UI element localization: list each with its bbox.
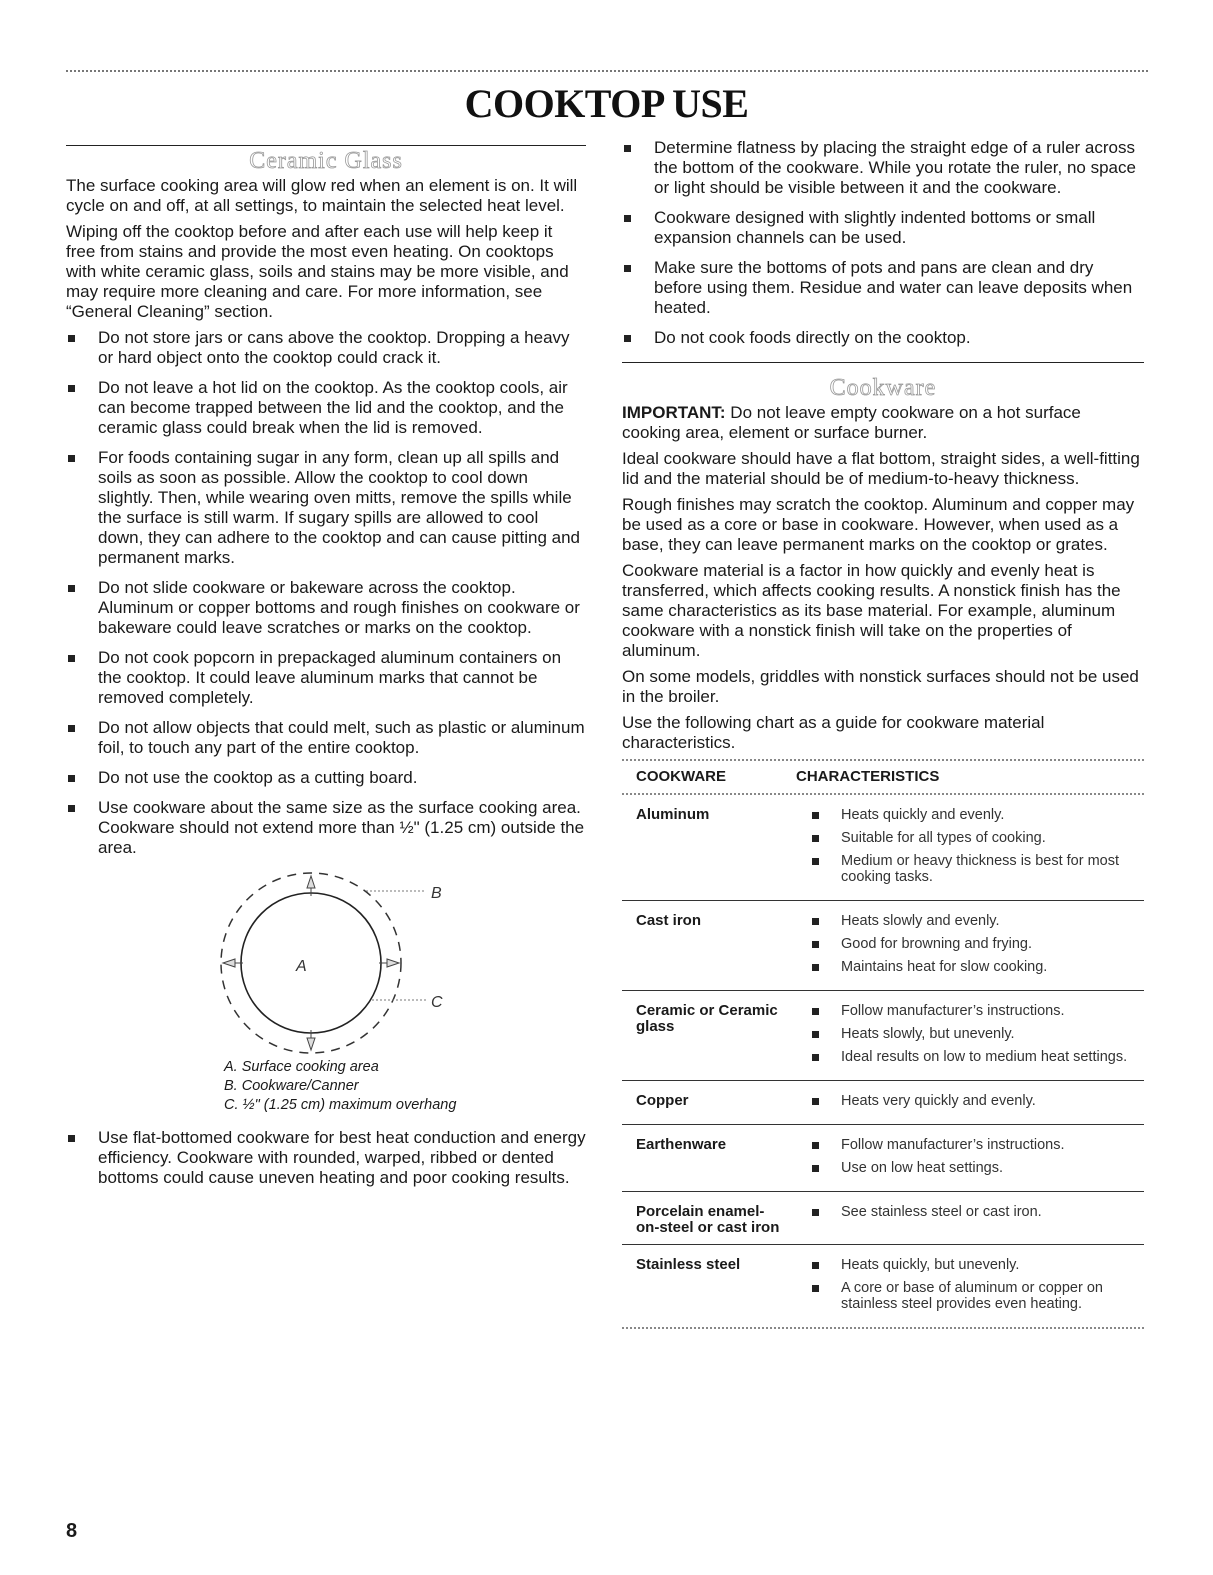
list-item	[66, 648, 586, 708]
bullet-icon	[812, 964, 819, 971]
important-label: IMPORTANT:	[622, 403, 726, 422]
table-row	[622, 1245, 1144, 1327]
cookware-name: Copper	[636, 1092, 689, 1109]
bullet-icon	[812, 918, 819, 925]
table-row	[622, 991, 1144, 1081]
bullet-text: Do not slide cookware or bakeware across the cooktop. Aluminum or copper bottoms and rough finishes on cookware or bakeware could leave scratches or marks on the cooktop.	[98, 578, 580, 637]
bullet-text: Do not store jars or cans above the cooktop. Dropping a heavy or hard object onto the cooktop could crack it.	[98, 328, 570, 367]
table-row	[622, 901, 1144, 991]
cookware-name: Earthenware	[636, 1136, 727, 1153]
cooking-area-circle	[241, 893, 381, 1033]
bullet-text: Determine flatness by placing the straight edge of a ruler across the bottom of the cookware. While you rotate the ruler, no space or light should be visible between it and the cookware.	[654, 138, 1136, 197]
important-text: Do not leave empty cookware on a hot surface cooking area, element or surface burner.	[622, 403, 1081, 442]
cookware-paragraph: Cookware material is a factor in how quickly and evenly heat is transferred, which affects cooking results. A nonstick finish has the same characteristics as its base material. For example, aluminum cookware with a nonstick finish will take on the properties of aluminum.	[622, 561, 1121, 660]
top-dotted-rule	[66, 70, 1148, 72]
ceramic-glass-heading: Ceramic Glass	[249, 148, 403, 174]
cookware-name: Cast iron	[636, 912, 702, 929]
characteristic-item: Medium or heavy thickness is best for most cooking tasks.	[812, 853, 1144, 885]
list-item	[66, 718, 586, 758]
bullet-icon	[624, 265, 631, 272]
bullet-icon	[812, 1031, 819, 1038]
bullet-icon	[812, 812, 819, 819]
caption-a: A. Surface cooking area	[224, 1059, 379, 1075]
bullet-icon	[812, 835, 819, 842]
characteristic-item: See stainless steel or cast iron.	[812, 1204, 1144, 1220]
cookware-name: Aluminum	[636, 806, 710, 823]
cookware-paragraph: On some models, griddles with nonstick surfaces should not be used in the broiler.	[622, 667, 1139, 706]
right-column	[622, 138, 1144, 1329]
column-header-characteristics: CHARACTERISTICS	[796, 768, 940, 785]
list-item	[66, 328, 586, 368]
cookware-name: Stainless steel	[636, 1256, 741, 1273]
bullet-icon	[812, 1285, 819, 1292]
cookware-overhang-diagram	[66, 868, 586, 1113]
characteristic-item: Maintains heat for slow cooking.	[812, 959, 1144, 975]
flatness-bullet-list	[622, 138, 1144, 348]
list-item	[622, 208, 1144, 248]
bullet-icon	[812, 1098, 819, 1105]
column-header-cookware: COOKWARE	[636, 768, 726, 785]
table-row	[622, 1081, 1144, 1125]
list-item	[66, 768, 586, 788]
bullet-icon	[812, 941, 819, 948]
bullet-icon	[812, 1142, 819, 1149]
bullet-icon	[68, 805, 75, 812]
arrow-right-icon	[379, 959, 399, 967]
cookware-table	[622, 759, 1144, 1329]
bullet-icon	[812, 1054, 819, 1061]
characteristic-item: Follow manufacturer’s instructions.	[812, 1137, 1144, 1153]
characteristic-item: Ideal results on low to medium heat settings.	[812, 1049, 1144, 1065]
characteristic-item: Heats slowly and evenly.	[812, 913, 1144, 929]
bullet-text: Do not cook popcorn in prepackaged aluminum containers on the cooktop. It could leave aluminum marks that cannot be removed completely.	[98, 648, 562, 707]
cookware-paragraph: Ideal cookware should have a flat bottom, straight sides, a well-fitting lid and the material should be of medium-to-heavy thickness.	[622, 449, 1140, 488]
list-item	[66, 448, 586, 568]
bullet-icon	[68, 655, 75, 662]
bullet-text: Do not cook foods directly on the cooktop.	[654, 328, 971, 347]
list-item	[66, 578, 586, 638]
page-number: 8	[66, 1520, 78, 1542]
table-row	[622, 1125, 1144, 1192]
list-item	[66, 378, 586, 438]
bullet-icon	[68, 775, 75, 782]
table-header	[622, 761, 1144, 793]
label-a: A	[296, 958, 307, 975]
cookware-heading: Cookware	[829, 375, 937, 401]
bullet-text: Do not allow objects that could melt, such as plastic or aluminum foil, to touch any part of the entire cooktop.	[98, 718, 585, 757]
bullet-text: Do not leave a hot lid on the cooktop. As the cooktop cools, air can become trapped between the lid and the cooktop, and the ceramic glass could break when the lid is removed.	[98, 378, 568, 437]
bullet-icon	[624, 145, 631, 152]
bullet-icon	[812, 1008, 819, 1015]
cookware-outline	[221, 873, 401, 1053]
bullet-icon	[68, 455, 75, 462]
caption-b: B. Cookware/Canner	[224, 1078, 359, 1094]
label-b: B	[431, 885, 442, 902]
cookware-paragraph: Rough finishes may scratch the cooktop. Aluminum and copper may be used as a core or base in cookware. However, when used as a base, they can leave permanent marks on the cooktop or grates.	[622, 495, 1135, 554]
caption-c: C. ½" (1.25 cm) maximum overhang	[224, 1097, 457, 1113]
cookware-name: Ceramic or Ceramic glass	[636, 1002, 778, 1035]
characteristic-item: Heats quickly and evenly.	[812, 807, 1144, 823]
characteristic-item: Heats very quickly and evenly.	[812, 1093, 1144, 1109]
ceramic-bullet-list-2	[66, 1128, 586, 1188]
table-row	[622, 1192, 1144, 1245]
overhang-diagram-svg	[66, 868, 586, 1058]
bullet-icon	[812, 1262, 819, 1269]
bullet-icon	[812, 1209, 819, 1216]
list-item	[66, 1128, 586, 1188]
characteristic-item: Heats slowly, but unevenly.	[812, 1026, 1144, 1042]
bullet-text: Use cookware about the same size as the surface cooking area. Cookware should not extend more than ½" (1.25 cm) outside the area.	[98, 798, 585, 857]
bullet-text: For foods containing sugar in any form, clean up all spills and soils as soon as possible. Allow the cooktop to cool down slightly. Then, while wearing oven mitts, remove the spills while the surface is still warm. If sugary spills are allowed to cool down, they can adhere to the cooktop and can cause pitting and permanent marks.	[98, 448, 581, 567]
bullet-icon	[624, 215, 631, 222]
list-item	[622, 328, 1144, 348]
bullet-icon	[812, 858, 819, 865]
ceramic-paragraph: The surface cooking area will glow red when an element is on. It will cycle on and off, at all settings, to maintain the selected heat level.	[66, 176, 578, 215]
bullet-text: Do not use the cooktop as a cutting board.	[98, 768, 418, 787]
cookware-name: Porcelain enamel-on-steel or cast iron	[636, 1203, 780, 1236]
bullet-text: Use flat-bottomed cookware for best heat conduction and energy efficiency. Cookware with rounded, warped, ribbed or dented bottoms could cause uneven heating and poor cooking results.	[98, 1128, 586, 1187]
bullet-icon	[812, 1165, 819, 1172]
characteristic-item: Follow manufacturer’s instructions.	[812, 1003, 1144, 1019]
bullet-icon	[68, 1135, 75, 1142]
characteristic-item: Heats quickly, but unevenly.	[812, 1257, 1144, 1273]
characteristic-item: A core or base of aluminum or copper on stainless steel provides even heating.	[812, 1280, 1144, 1312]
section-rule	[622, 362, 1144, 363]
label-c: C	[431, 994, 443, 1011]
bullet-icon	[68, 725, 75, 732]
characteristic-item: Use on low heat settings.	[812, 1160, 1144, 1176]
list-item	[622, 138, 1144, 198]
bullet-icon	[68, 385, 75, 392]
bullet-icon	[68, 585, 75, 592]
bullet-text: Make sure the bottoms of pots and pans are clean and dry before using them. Residue and water can leave deposits when heated.	[654, 258, 1133, 317]
ceramic-paragraph: Wiping off the cooktop before and after each use will help keep it free from stains and provide the most even heating. On cooktops with white ceramic glass, soils and stains may be more visible, and may require more cleaning and care. For more information, see “General Cleaning” section.	[66, 222, 569, 321]
table-bottom-rule	[622, 1327, 1144, 1329]
left-column	[66, 145, 586, 1198]
list-item	[622, 258, 1144, 318]
list-item	[66, 798, 586, 858]
cookware-paragraph: Use the following chart as a guide for cookware material characteristics.	[622, 713, 1045, 752]
characteristic-item: Suitable for all types of cooking.	[812, 830, 1144, 846]
ceramic-bullet-list	[66, 328, 586, 858]
bullet-icon	[624, 335, 631, 342]
bullet-icon	[68, 335, 75, 342]
page-title: COOKTOP USE	[464, 81, 749, 126]
arrow-left-icon	[223, 959, 243, 967]
characteristic-item: Good for browning and frying.	[812, 936, 1144, 952]
bullet-text: Cookware designed with slightly indented bottoms or small expansion channels can be used.	[654, 208, 1096, 247]
important-note	[622, 403, 1144, 443]
table-row	[622, 795, 1144, 901]
